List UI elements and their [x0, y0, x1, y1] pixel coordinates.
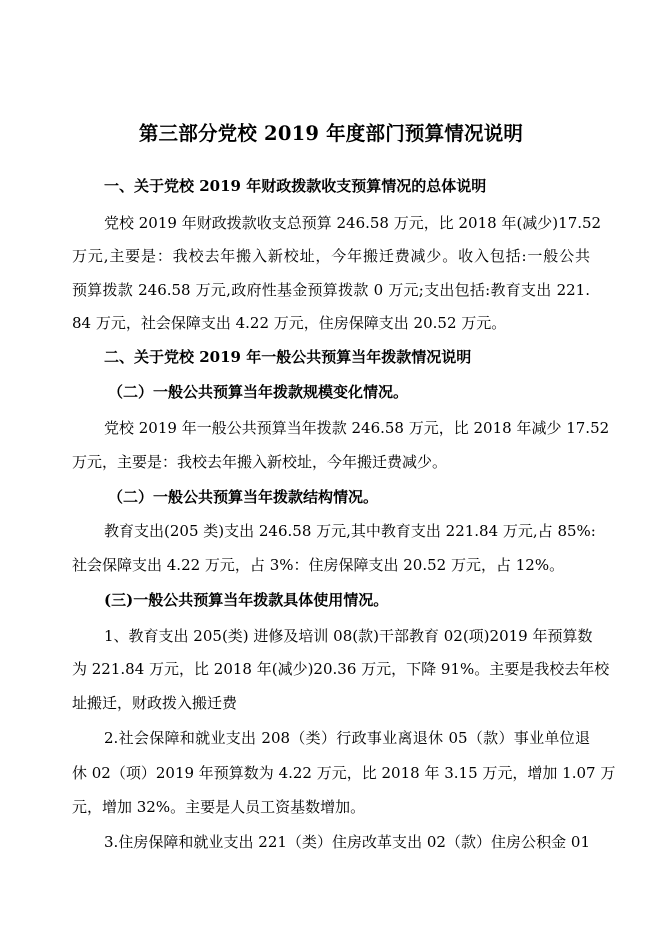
item-2-line-2: 休 02（项）2019 年预算数为 4.22 万元，比 2018 年 3.15 万元，增加 1.07 万	[72, 764, 616, 782]
section-1-line-2: 万元,主要是：我校去年搬入新校址，今年搬迁费减少。收入包括:一般公共	[72, 247, 590, 265]
section-2-sub-1-heading: （二）一般公共预算当年拨款规模变化情况。	[108, 383, 409, 401]
item-1-line-1: 1、教育支出 205(类) 进修及培训 08(款)干部教育 02(项)2019 年预算数	[104, 627, 593, 645]
section-1-line-1: 党校 2019 年财政拨款收支总预算 246.58 万元，比 2018 年(减少)17.52	[104, 214, 602, 232]
section-2-sub-1-line-1: 党校 2019 年一般公共预算当年拨款 246.58 万元，比 2018 年减少 17.52	[104, 419, 610, 437]
page-title: 第三部分党校 2019 年度部门预算情况说明	[138, 122, 524, 145]
section-1-heading: 一、关于党校 2019 年财政拨款收支预算情况的总体说明	[104, 177, 487, 195]
item-3-line-1: 3.住房保障和就业支出 221（类）住房改革支出 02（款）住房公积金 01	[104, 833, 590, 851]
item-1-line-2: 为 221.84 万元，比 2018 年(减少)20.36 万元，下降 91%。主要是我校去年校	[72, 660, 610, 678]
section-2-sub-1-line-2: 万元，主要是：我校去年搬入新校址，今年搬迁费减少。	[72, 453, 448, 471]
section-2-sub-2-heading: （二）一般公共预算当年拨款结构情况。	[108, 488, 379, 506]
item-2-line-1: 2.社会保障和就业支出 208（类）行政事业离退休 05（款）事业单位退	[104, 729, 590, 747]
section-2-sub-2-line-1: 教育支出(205 类)支出 246.58 万元,其中教育支出 221.84 万元,占 85%:	[104, 522, 596, 540]
section-2-heading: 二、关于党校 2019 年一般公共预算当年拨款情况说明	[104, 348, 472, 366]
section-2-sub-2-line-2: 社会保障支出 4.22 万元，占 3%：住房保障支出 20.52 万元，占 12%。	[72, 556, 565, 574]
section-1-line-3: 预算拨款 246.58 万元,政府性基金预算拨款 0 万元;支出包括:教育支出 221.	[72, 281, 590, 299]
section-1-line-4: 84 万元，社会保障支出 4.22 万元，住房保障支出 20.52 万元。	[72, 314, 507, 332]
item-2-line-3: 元，增加 32%。主要是人员工资基数增加。	[72, 798, 366, 816]
section-2-sub-3-heading: (三)一般公共预算当年拨款具体使用情况。	[104, 591, 389, 609]
item-1-line-3: 址搬迁，财政拨入搬迁费	[72, 694, 238, 712]
